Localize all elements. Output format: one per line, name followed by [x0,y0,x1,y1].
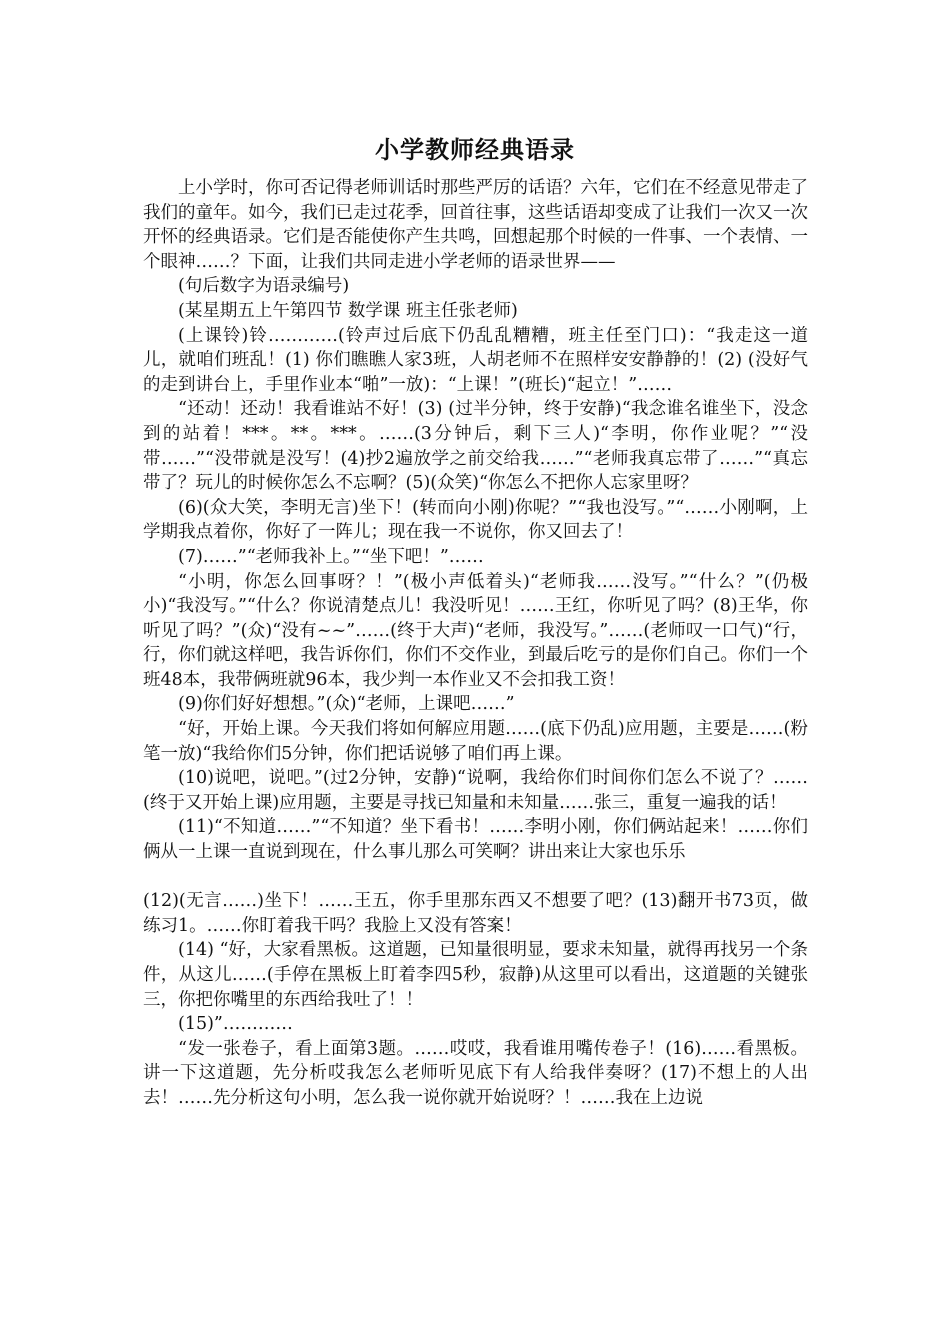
quote-paragraph: (15)”………… [178,1014,293,1035]
quote-paragraph: “小明，你怎么回事呀？！”(极小声低着头)“老师我……没写。”“什么？”(仍极小)“我没写。”“什么？你说清楚点儿！我没听见！……王红，你听见了吗？(8)王华，你听见了吗？”(众)“没有~~”……(终于大声)“老师，我没写。”……(老师叹一口气)“行，行，你们就这样吧，我告诉你们，你们不交作业，到最后吃亏的是你们自己。你们一个班48本，我带俩班就96本，我少判一本作业又不会扣我工资！ [143,571,808,690]
quote-paragraph: “还动！还动！我看谁站不好！(3) (过半分钟，终于安静)“我念谁名谁坐下，没念到的站着！***。**。***。……(3分钟后，剩下三人)“李明，你作业呢？”“没带……”“没带就是没写！(4)抄2遍放学之前交给我……”“老师我真忘带了……”“真忘带了？玩儿的时候你怎么不忘啊？(5)(众笑)“你怎么不把你人忘家里呀？ [143,399,808,494]
quote-paragraph: “好，开始上课。今天我们将如何解应用题……(底下仍乱)应用题，主要是……(粉笔一放)“我给你们5分钟，你们把话说够了咱们再上课。 [143,719,808,764]
quote-paragraph: (10)说吧，说吧。”(过2分钟，安静)“说啊，我给你们时间你们怎么不说了？……(终于又开始上课)应用题，主要是寻找已知量和未知量……张三，重复一遍我的话！ [143,768,808,813]
quote-paragraph: (14) “好，大家看黑板。这道题，已知量很明显，要求未知量，就得再找另一个条件，从这儿……(手停在黑板上盯着李四5秒，寂静)从这里可以看出，这道题的关键张三，你把你嘴里的东西给我吐了！！ [143,940,808,1010]
quote-paragraph: (12)(无言……)坐下！……王五，你手里那东西又不想要了吧？(13)翻开书73页，做练习1。……你盯着我干吗？我脸上又没有答案！ [143,891,808,936]
quote-paragraph: (6)(众大笑，李明无言)坐下！(转而向小刚)你呢？”“我也没写。”“……小刚啊，上学期我点着你，你好了一阵儿；现在我一不说你，你又回去了！ [143,497,808,543]
blank-line [143,865,808,890]
document-body [143,176,808,1111]
scene-paragraph: (某星期五上午第四节 数学课 班主任张老师) [178,300,518,321]
document-title: 小学教师经典语录 [375,135,575,164]
note-paragraph: (句后数字为语录编号) [178,276,350,297]
intro-paragraph: 上小学时，你可否记得老师训话时那些严厉的话语？六年，它们在不经意见带走了我们的童年。如今，我们已走过花季，回首往事，这些话语却变成了让我们一次又一次开怀的经典语录。它们是否能使你产生共鸣，回想起那个时候的一件事、一个表情、一个眼神……？下面，让我们共同走进小学老师的语录世界—— [143,178,808,272]
quote-paragraph: “发一张卷子，看上面第3题。……哎哎，我看谁用嘴传卷子！(16)……看黑板。讲一下这道题，先分析哎我怎么老师听见底下有人给我伴奏呀？(17)不想上的人出去！……先分析这句小明，怎么我一说你就开始说呀？！……我在上边说 [143,1038,808,1108]
quote-paragraph: (11)“不知道……”“不知道？坐下看书！……李明小刚，你们俩站起来！……你们俩从一上课一直说到现在，什么事儿那么可笑啊？讲出来让大家也乐乐 [143,817,808,863]
quote-paragraph: (上课铃)铃…………(铃声过后底下仍乱乱糟糟，班主任至门口)：“我走这一道儿，就咱们班乱！(1) 你们瞧瞧人家3班，人胡老师不在照样安安静静的！(2) (没好气的走到讲台上，手里作业本“啪”一放)：“上课！”(班长)“起立！”…… [143,325,808,395]
quote-paragraph: (7)……”“老师我补上。”“坐下吧！”…… [178,546,484,567]
quote-paragraph: (9)你们好好想想。”(众)“老师，上课吧……” [178,694,515,715]
